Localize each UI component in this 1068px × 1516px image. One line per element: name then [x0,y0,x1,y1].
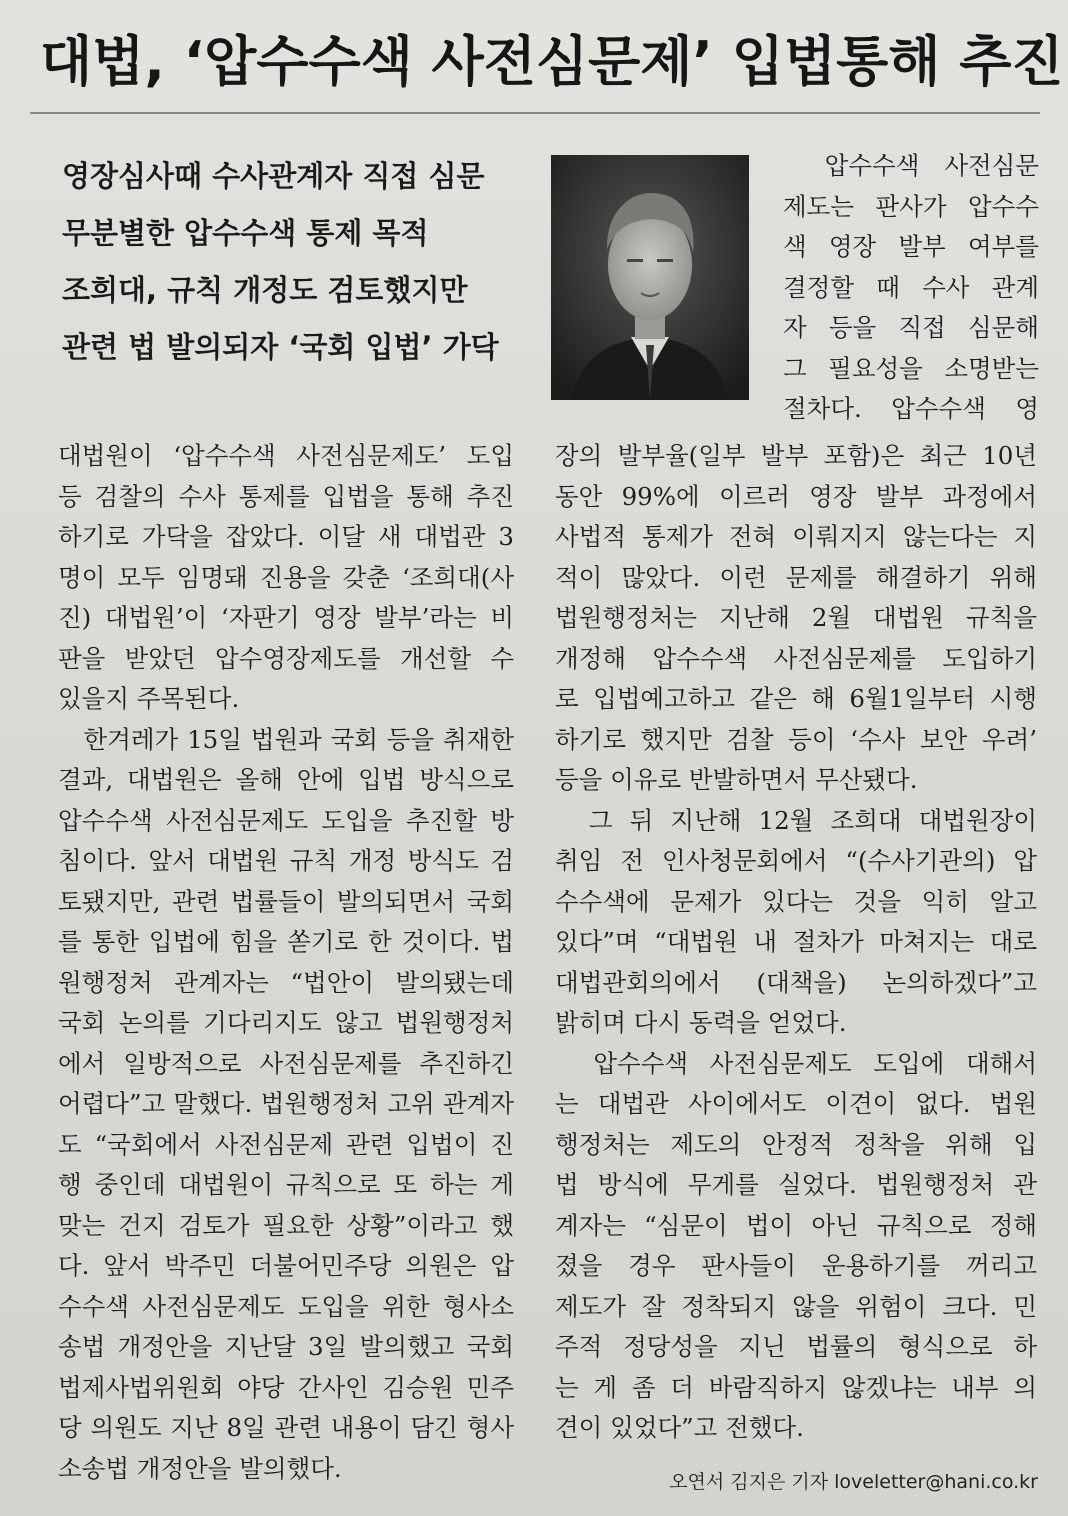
subheadline: 조희대, 규칙 개정도 검토했지만 [62,273,468,307]
text-line: 도 “국회에서 사전심문제 관련 입법이 진 [58,1129,514,1159]
text-line: 송법 개정안을 지난달 3일 발의했고 국회 [58,1332,514,1361]
text-line: 를 통한 입법에 힘을 쏟기로 한 것이다. 법 [58,927,514,956]
text-line: 수수색 사전심문제도 도입을 위한 형사소 [58,1291,514,1321]
headline-rule [30,112,1040,114]
text-line: 행 중인데 대법원이 규칙으로 또 하는 게 [58,1170,514,1199]
text-line: 행정처는 제도의 안정적 정착을 위해 입 [555,1129,1037,1159]
text-line: 결과, 대법원은 올해 안에 입법 방식으로 [58,765,514,794]
text-line: 당 의원도 지난 8일 관련 내용이 담긴 형사 [58,1413,514,1442]
text-line: 그 필요성을 소명받는 [783,353,1039,383]
text-line: 대법관회의에서 (대책을) 논의하겠다”고 [555,967,1037,997]
subheadline: 무분별한 압수수색 통제 목적 [62,216,429,250]
text-line: 국회 논의를 기다리지도 않고 법원행정처 [58,1008,514,1037]
text-line: 결정할 때 수사 관계 [783,272,1039,302]
text-line: 개정해 압수수색 사전심문제를 도입하기 [555,643,1037,673]
text-line: 토됐지만, 관련 법률들이 발의되면서 국회 [58,886,514,916]
text-line: 는 게 좀 더 바람직하지 않겠냐는 내부 의 [555,1372,1037,1402]
text-line: 등을 이유로 반발하면서 무산됐다. [555,765,918,794]
text-line: 어렵다”고 말했다. 법원행정처 고위 관계자 [58,1089,514,1118]
portrait-photo [551,155,749,400]
text-line: 사법적 통제가 전혀 이뤄지지 않는다는 지 [555,522,1037,551]
text-line: 수수색에 문제가 있다는 것을 익히 알고 [555,886,1037,916]
text-line: 절차다. 압수수색 영 [783,394,1039,423]
text-line: 취임 전 인사청문회에서 “(수사기관의) 압 [555,846,1037,875]
article-column-right [555,436,1037,1449]
text-line: 적이 많았다. 이런 문제를 해결하기 위해 [555,562,1037,592]
text-line: 제도는 판사가 압수수 [783,191,1039,221]
text-line: 침이다. 앞서 대법원 규칙 개정 방식도 검 [58,846,514,875]
subheadline: 영장심사때 수사관계자 직접 심문 [62,159,485,193]
text-line: 졌을 경우 판사들이 운용하기를 꺼리고 [555,1251,1037,1280]
text-line: 견이 있었다”고 전했다. [555,1413,804,1442]
byline: 오연서 김지은 기자 loveletter@hani.co.kr [669,1471,1038,1493]
text-line: 장의 발부율(일부 발부 포함)은 최근 10년 [555,441,1037,470]
text-line: 그 뒤 지난해 12월 조희대 대법원장이 [555,805,1037,835]
text-line: 한겨레가 15일 법원과 국회 등을 취재한 [58,724,514,754]
text-line: 색 영장 발부 여부를 [783,232,1039,261]
text-line: 는 대법관 사이에서도 이견이 없다. 법원 [555,1089,1037,1118]
text-line: 제도가 잘 정착되지 않을 위험이 크다. 민 [555,1291,1037,1321]
text-line: 계자는 “심문이 법이 아닌 규칙으로 정해 [555,1210,1037,1240]
text-line: 법원행정처는 지난해 2월 대법원 규칙을 [555,603,1037,632]
text-line: 맞는 건지 검토가 필요한 상황”이라고 했 [58,1210,514,1240]
text-line: 법제사법위원회 야당 간사인 김승원 민주 [58,1372,514,1402]
text-line: 원행정처 관계자는 “법안이 발의됐는데 [58,967,514,997]
article-column-top-right [783,146,1039,430]
text-line: 에서 일방적으로 사전심문제를 추진하긴 [58,1048,514,1078]
text-line: 하기로 했지만 검찰 등이 ‘수사 보안 우려’ [555,724,1037,754]
text-line: 등 검찰의 수사 통제를 입법을 통해 추진 [58,481,514,511]
headline: 대법, ‘압수수색 사전심문제’ 입법통해 추진 [40,30,1064,93]
subheadline: 관련 법 발의되자 ‘국회 입법’ 가닥 [62,330,499,364]
text-line: 법 방식에 무게를 실었다. 법원행정처 관 [555,1170,1037,1199]
text-line: 압수수색 사전심문 [783,151,1039,180]
text-line: 대법원이 ‘압수수색 사전심문제도’ 도입 [58,441,514,470]
portrait-photo-icon [551,155,749,400]
text-line: 로 입법예고하고 같은 해 6월1일부터 시행 [555,684,1037,713]
text-line: 명이 모두 임명돼 진용을 갖춘 ‘조희대(사 [58,562,514,592]
text-line: 진) 대법원’이 ‘자판기 영장 발부’라는 비 [58,603,514,632]
text-line: 압수수색 사전심문제도 도입에 대해서 [555,1048,1037,1078]
text-line: 있을지 주목된다. [58,684,240,713]
text-line: 판을 받았던 압수영장제도를 개선할 수 [58,643,514,673]
text-line: 다. 앞서 박주민 더불어민주당 의원은 압 [58,1251,514,1280]
subheadlines [62,148,532,376]
article-column-left [58,436,514,1489]
text-line: 동안 99%에 이르러 영장 발부 과정에서 [555,481,1037,511]
text-line: 자 등을 직접 심문해 [783,313,1039,342]
text-line: 밝히며 다시 동력을 얻었다. [555,1008,847,1037]
text-line: 있다”며 “대법원 내 절차가 마쳐지는 대로 [555,927,1037,956]
text-line: 압수수색 사전심문제도 도입을 추진할 방 [58,805,514,835]
text-line: 소송법 개정안을 발의했다. [58,1453,342,1483]
text-line: 하기로 가닥을 잡았다. 이달 새 대법관 3 [58,522,514,551]
text-line: 주적 정당성을 지닌 법률의 형식으로 하 [555,1332,1037,1361]
